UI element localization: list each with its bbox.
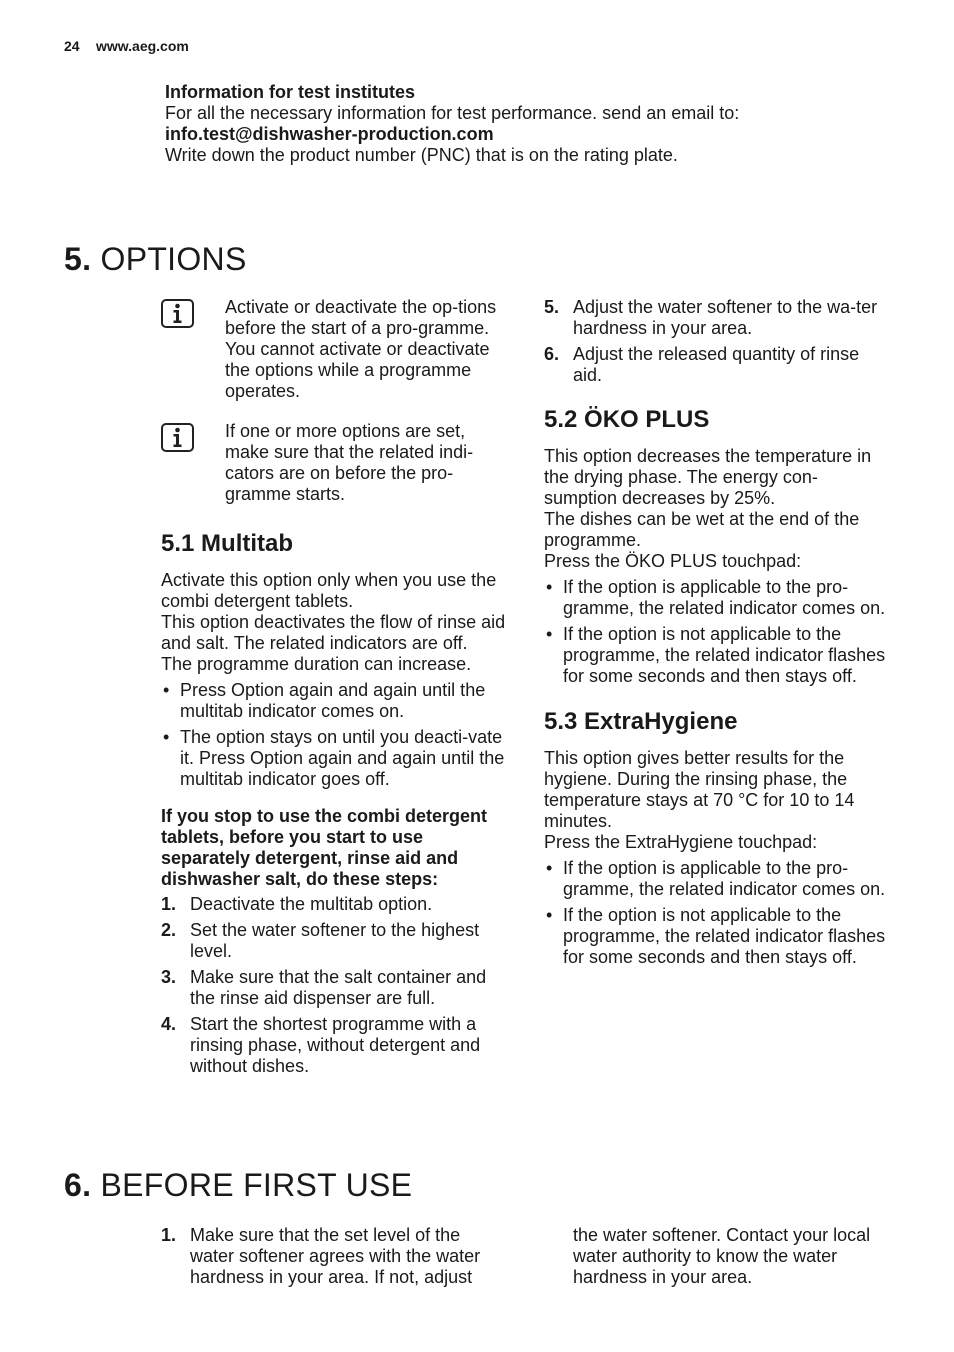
- paragraph: Press the ExtraHygiene touchpad:: [544, 832, 818, 852]
- step-text: Make sure that the salt container and the rinse aid dispenser are full.: [190, 967, 487, 1008]
- paragraph: Press the ÖKO PLUS touchpad:: [544, 551, 802, 571]
- step-item: [161, 967, 511, 1009]
- subsection-5-1-heading: [161, 529, 511, 559]
- step-text: Adjust the released quantity of rinse aid.: [573, 344, 860, 385]
- step-text: Make sure that the set level of the water softener agrees with the water hardness in your area. If not, adjust: [190, 1225, 481, 1287]
- step-number: 3.: [161, 967, 177, 987]
- subsection-number: 5.2: [544, 406, 578, 433]
- section-5-heading: [64, 240, 247, 278]
- paragraph: Activate this option only when you use the combi detergent tablets.: [161, 570, 497, 611]
- subsection-number: 5.3: [544, 708, 578, 735]
- info-note-2-text: If one or more options are set, make sure that the related indi-cators are on before the pro-gramme starts.: [225, 421, 474, 504]
- step-number: 1.: [161, 894, 177, 914]
- bullet-item: • Press Option again and again until the multitab indicator comes on.: [161, 680, 511, 722]
- multitab-steps-continued: [544, 297, 889, 386]
- multitab-description: [161, 570, 511, 675]
- info-note-1: [161, 297, 511, 402]
- section-6-right: [573, 1225, 903, 1288]
- first-use-steps: [161, 1225, 506, 1288]
- info-note-1-text: Activate or deactivate the op-tions before the start of a pro-gramme. You cannot activate or deactivate the options while a programme operates.: [225, 297, 497, 401]
- section-5-number: 5.: [64, 241, 92, 277]
- multitab-bullets: [161, 680, 511, 790]
- paragraph: This option decreases the temperature in the drying phase. The energy con-sumption decreases by 25%.: [544, 446, 872, 508]
- extrahygiene-description: [544, 748, 889, 853]
- test-info-line1: For all the necessary information for test performance. send an email to:: [165, 103, 740, 123]
- step-text-continued: the water softener. Contact your local water authority to know the water hardness in your area.: [573, 1225, 871, 1287]
- step-item: [161, 894, 511, 915]
- multitab-steps: [161, 894, 511, 1077]
- step-item: [161, 1014, 511, 1077]
- section-6-left: [161, 1225, 506, 1293]
- header-url: www.aeg.com: [96, 38, 189, 54]
- step-item: [161, 920, 511, 962]
- paragraph: This option gives better results for the hygiene. During the rinsing phase, the temperature stays at 70 °C for 10 to 14 minutes.: [544, 748, 855, 831]
- subsection-title: ÖKO PLUS: [584, 406, 710, 433]
- paragraph: The dishes can be wet at the end of the programme.: [544, 509, 860, 550]
- paragraph: This option deactivates the flow of rinse aid and salt. The related indicators are off.: [161, 612, 506, 653]
- bullet-item: • If the option is applicable to the pro-gramme, the related indicator comes on.: [544, 858, 889, 900]
- right-column: [544, 297, 889, 973]
- test-info-email: info.test@dishwasher-production.com: [165, 124, 494, 144]
- bullet-item: • If the option is not applicable to the programme, the related indicator flashes for some seconds and then stays off.: [544, 905, 889, 968]
- subsection-title: ExtraHygiene: [584, 708, 738, 735]
- step-item: [544, 297, 889, 339]
- test-info-title: Information for test institutes: [165, 82, 416, 102]
- page-number: 24: [64, 38, 80, 54]
- section-5-title: OPTIONS: [100, 241, 247, 277]
- section-6-title: BEFORE FIRST USE: [100, 1167, 413, 1203]
- subsection-5-3-heading: [544, 707, 889, 737]
- test-info-block: [165, 82, 865, 166]
- subsection-number: 5.1: [161, 530, 195, 557]
- info-icon: [161, 299, 194, 328]
- info-note-2: [161, 421, 511, 505]
- oko-plus-bullets: [544, 577, 889, 687]
- step-item: [161, 1225, 506, 1288]
- step-number: 1.: [161, 1225, 177, 1245]
- section-6-number: 6.: [64, 1167, 92, 1203]
- section-6-heading: [64, 1166, 412, 1204]
- paragraph: The programme duration can increase.: [161, 654, 472, 674]
- subsection-5-2-heading: [544, 405, 889, 435]
- bullet-item: • If the option is applicable to the pro-gramme, the related indicator comes on.: [544, 577, 889, 619]
- step-text: Adjust the water softener to the wa-ter hardness in your area.: [573, 297, 878, 338]
- multitab-warning: If you stop to use the combi detergent tablets, before you start to use separately detergent, rinse aid and dishwasher salt, do these steps:: [161, 806, 488, 889]
- info-icon: [161, 423, 194, 452]
- step-number: 2.: [161, 920, 177, 940]
- step-number: 5.: [544, 297, 560, 317]
- subsection-title: Multitab: [201, 530, 294, 557]
- left-column: [161, 297, 511, 1082]
- step-text: Set the water softener to the highest level.: [190, 920, 480, 961]
- oko-plus-description: [544, 446, 889, 572]
- step-text: Deactivate the multitab option.: [190, 894, 433, 914]
- step-item: [544, 344, 889, 386]
- step-number: 6.: [544, 344, 560, 364]
- test-info-line2: Write down the product number (PNC) that is on the rating plate.: [165, 145, 678, 165]
- step-text: Start the shortest programme with a rinsing phase, without detergent and without dishes.: [190, 1014, 481, 1076]
- bullet-item: • The option stays on until you deacti-vate it. Press Option again and again until the multitab indicator goes off.: [161, 727, 511, 790]
- extrahygiene-bullets: [544, 858, 889, 968]
- step-number: 4.: [161, 1014, 177, 1034]
- bullet-item: • If the option is not applicable to the programme, the related indicator flashes for some seconds and then stays off.: [544, 624, 889, 687]
